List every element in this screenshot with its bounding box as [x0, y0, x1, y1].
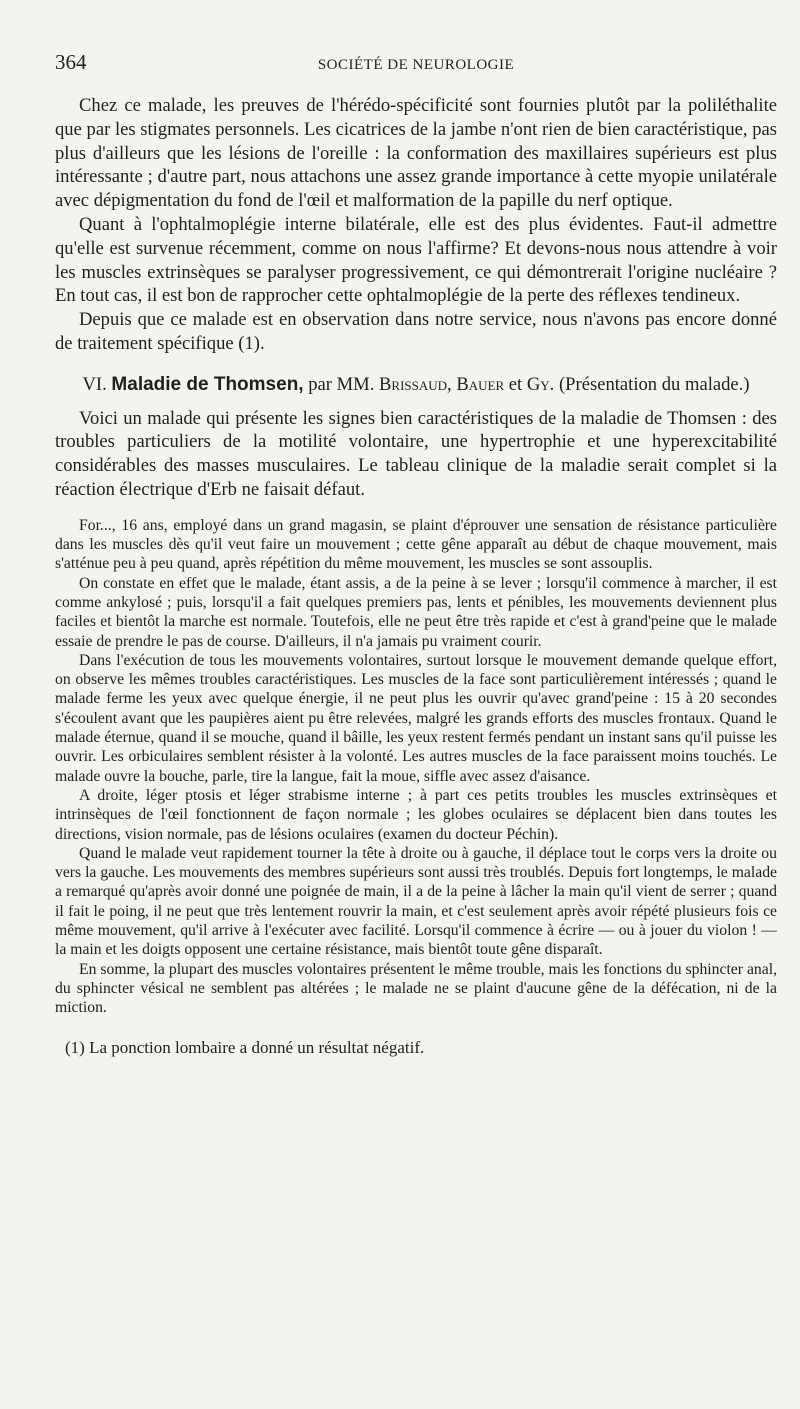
page-header — [55, 50, 777, 80]
section-presentation: (Présentation du malade.) — [558, 373, 750, 395]
section-title: Maladie de Thomsen, — [111, 373, 304, 395]
section-heading: VI. Maladie de Thomsen, par MM. Brissaud, Bauer et Gy. (Présentation du malade.) — [82, 373, 750, 395]
running-head: SOCIÉTÉ DE NEUROLOGIE — [317, 57, 515, 73]
section-number: VI. — [82, 373, 107, 395]
section-by: par MM. — [308, 373, 375, 395]
case-paragraph: Dans l'exécution de tous les mouvements volontaires, surtout lorsque le mouvement demande quelque effort, on observe les mêmes troubles caractéristiques. Les muscles de la face sont particulièrement intéressés ; quand le malade ferme les yeux avec quelque énergie, il ne peut plus les ouvrir qu'avec grand'peine : 15 à 20 secondes s'écoulent avant que les paupières aient pu être relevées, malgré les grands efforts des muscles frontaux. Quand le malade éternue, quand il se mouche, quand il bâille, les yeux restent fermés pendant un instant sans qu'il puisse les ouvrir. Les orbiculaires semblent résister à la volonté. Les autres muscles de la face paraissent moins touchés. Le malade ouvre la bouche, parle, tire la langue, fait la moue, siffle avec assez d'aisance. — [55, 651, 777, 785]
case-paragraph: For..., 16 ans, employé dans un grand magasin, se plaint d'éprouver une sensation de résistance particulière dans les muscles dès qu'il veut faire un mouvement ; cette gêne apparaît au début de chaque mouvement, mais s'atténue peu à peu quand, après répétition du même mouvement, les muscles se sont assouplis. — [55, 516, 777, 573]
author-name: Gy. — [526, 373, 555, 395]
page-number: 364 — [55, 50, 87, 74]
case-paragraph: On constate en effet que le malade, étant assis, a de la peine à se lever ; lorsqu'il commence à marcher, il est comme ankylosé ; puis, lorsqu'il a fait quelques premiers pas, lents et pénibles, les mouvements deviennent plus faciles et bientôt la marche est normale. Toutefois, elle ne peut être très rapide et c'est à grand'peine que le malade essaie de prendre le pas de course. D'ailleurs, il n'a jamais pu vraiment courir. — [55, 574, 777, 650]
case-paragraph: En somme, la plupart des muscles volontaires présentent le même trouble, mais les fonctions du sphincter anal, du sphincter vésical ne semblent pas altérées ; le malade ne se plaint d'aucune gêne de la défécation, ni de la miction. — [55, 960, 777, 1017]
author-name: Bauer — [456, 373, 505, 395]
case-paragraph: A droite, léger ptosis et léger strabisme interne ; à part ces petits troubles les muscles extrinsèques et intrinsèques de l'œil fonctionnent de façon normale ; les globes oculaires se déplacent bien dans toutes les directions, vision normale, pas de lésions oculaires (examen du docteur Péchin). — [55, 786, 777, 843]
footnote: (1) La ponction lombaire a donné un résultat négatif. — [65, 1038, 425, 1058]
paragraph: Quant à l'ophtalmoplégie interne bilatérale, elle est des plus évidentes. Faut-il admettre qu'elle est survenue récemment, comme on nous l'affirme? Et devons-nous nous attendre à voir les muscles extrinsèques se paralyser progressivement, ce qui démontrerait l'origine nucléaire ? En tout cas, il est bon de rapprocher cette ophtalmoplégie de la perte des réflexes tendineux. — [55, 213, 777, 307]
author-name: Brissaud — [379, 373, 448, 395]
paragraph: Depuis que ce malade est en observation dans notre service, nous n'avons pas encore donné de traitement spécifique (1). — [55, 309, 777, 354]
section-text — [55, 407, 777, 502]
case-paragraph: Quand le malade veut rapidement tourner la tête à droite ou à gauche, il déplace tout le corps vers la droite ou vers la gauche. Les mouvements des membres supérieurs sont aussi très troublés. Depuis fort longtemps, le malade a remarqué qu'après avoir donné une poignée de main, il a de la peine à lâcher la main qu'il vient de serrer ; quand il fait le poing, il ne peut que très lentement rouvrir la main, et c'est seulement après avoir répété plusieurs fois ce même mouvement, qu'il arrive à l'exécuter avec facilité. Lorsqu'il commence à écrire — ou à jouer du violon ! — la main et les doigts opposent une certaine résistance, mais bientôt toute gêne disparaît. — [55, 844, 777, 959]
page — [55, 50, 777, 1059]
intro-text — [55, 94, 777, 356]
paragraph: Chez ce malade, les preuves de l'hérédo-spécificité sont fournies plutôt par la poliléthalite que par les stigmates personnels. Les cicatrices de la jambe n'ont rien de bien caractéristique, pas plus d'ailleurs que les lésions de l'oreille : la conformation des maxillaires supérieurs est plus intéressante ; d'autre part, nous attachons une assez grande importance à cette myopie unilatérale avec dépigmentation du fond de l'œil et malformation de la papille du nerf optique. — [55, 95, 777, 212]
section-and: et — [508, 373, 523, 395]
case-report — [55, 516, 777, 1018]
paragraph: Voici un malade qui présente les signes bien caractéristiques de la maladie de Thomsen : des troubles particuliers de la motilité volontaire, une hypertrophie et une hyperexcitabilité considérables des masses musculaires. Le tableau clinique de la maladie serait complet si la réaction électrique d'Erb ne faisait défaut. — [55, 407, 777, 500]
